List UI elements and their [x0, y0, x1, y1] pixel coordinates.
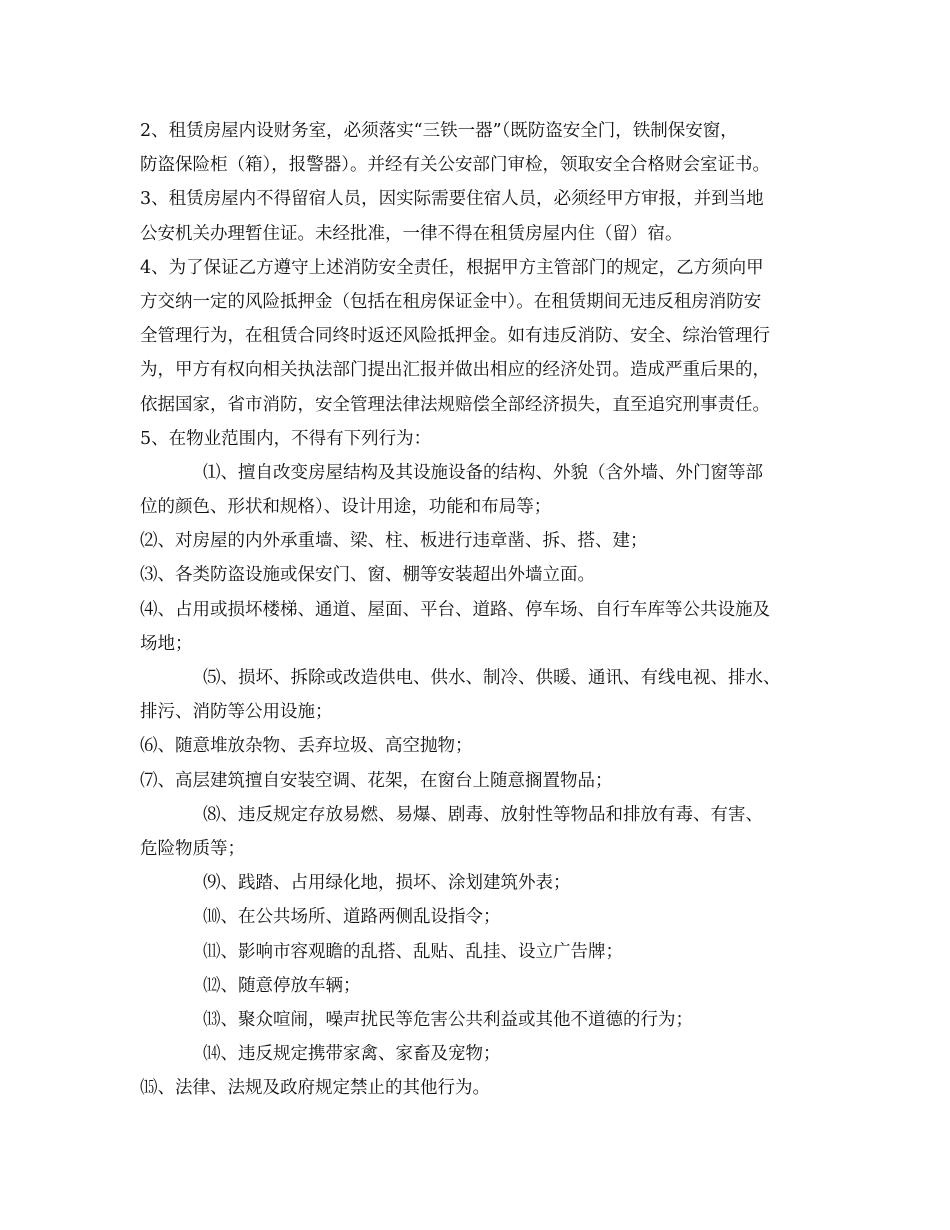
text-line: 排污、消防等公用设施； [140, 702, 333, 723]
text-line: ⑶、各类防盗设施或保安门、窗、棚等安装超出外墙立面。 [140, 565, 595, 586]
text-line: ⑸、损坏、拆除或改造供电、供水、制冷、供暖、通讯、有线电视、排水、 [203, 668, 781, 688]
text-line: 位的颜色、形状和规格）、设计用途，功能和布局等； [140, 497, 552, 518]
text-line: 危险物质等； [140, 838, 245, 859]
text-line: 全管理行为，在租赁合同终时返还风险抵押金。如有违反消防、安全、综治管理行 [140, 326, 770, 347]
text-line: ⑹、随意堆放杂物、丢弃垃圾、高空抛物； [140, 736, 473, 757]
text-line: 4、为了保证乙方遵守上述消防安全责任，根据甲方主管部门的规定，乙方须向甲 [140, 257, 764, 278]
text-line: ⑷、占用或损坏楼梯、通道、屋面、平台、道路、停车场、自行车库等公共设施及 [140, 599, 770, 620]
text-line: ⑺、高层建筑擅自安装空调、花架，在窗台上随意搁置物品； [140, 770, 613, 791]
text-line: 公安机关办理暂住证。未经批准，一律不得在租赁房屋内住（留）宿。 [140, 223, 683, 244]
text-line: ⑾、影响市容观瞻的乱搭、乱贴、乱挂、设立广告牌； [203, 941, 623, 962]
text-line: 3、租赁房屋内不得留宿人员，因实际需要住宿人员，必须经甲方审报，并到当地 [140, 189, 764, 210]
text-line: ⑻、违反规定存放易燃、易爆、剧毒、放射性等物品和排放有毒、有害、 [203, 804, 763, 825]
text-line: 为，甲方有权向相关执法部门提出汇报并做出相应的经济处罚。造成严重后果的， [140, 360, 770, 381]
text-line: ⒁、违反规定携带家禽、家畜及宠物； [203, 1044, 501, 1065]
text-line: 5、在物业范围内，不得有下列行为： [140, 428, 432, 449]
text-line: 方交纳一定的风险抵押金（包括在租房保证金中）。在租赁期间无违反租房消防安 [140, 291, 762, 312]
text-line: ⑿、随意停放车辆； [203, 975, 361, 996]
text-line: ⑼、践踏、占用绿化地，损坏、涂划建筑外表； [203, 873, 571, 894]
text-line: 2、租赁房屋内设财务室，必须落实“三铁一器”（既防盗安全门，铁制保安窗， [140, 121, 738, 141]
text-line: 依据国家，省市消防，安全管理法律法规赔偿全部经济损失，直至追究刑事责任。 [140, 394, 770, 415]
text-line: ⑴、擅自改变房屋结构及其设施设备的结构、外貌（含外墙、外门窗等部 [203, 462, 763, 483]
document-body [140, 114, 830, 1105]
text-line: ⑽、在公共场所、道路两侧乱设指令； [203, 907, 501, 928]
text-line: 防盗保险柜（箱），报警器）。并经有关公安部门审检，领取安全合格财会室证书。 [140, 155, 770, 176]
text-line: ⑵、对房屋的内外承重墙、梁、柱、板进行违章凿、拆、搭、建； [140, 531, 648, 552]
text-line: ⒂、法律、法规及政府规定禁止的其他行为。 [140, 1078, 490, 1099]
text-line: ⒀、聚众喧闹，噪声扰民等危害公共利益或其他不道德的行为； [203, 1009, 693, 1030]
text-line: 场地； [140, 633, 193, 654]
